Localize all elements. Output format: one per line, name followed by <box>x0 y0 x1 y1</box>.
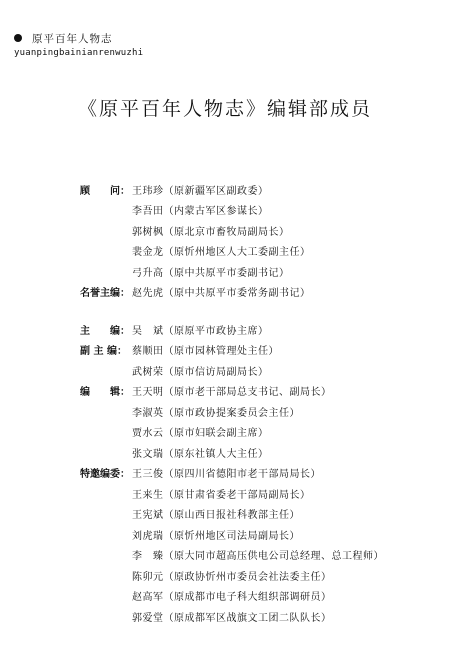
roster-row <box>80 565 384 586</box>
roster-row <box>80 282 384 303</box>
roster-row <box>80 545 384 566</box>
member-name: 王玮珍 <box>132 185 164 197</box>
roster-group <box>80 179 384 302</box>
member-position: （原市老干部局总支书记、副局长） <box>163 387 332 399</box>
member-position: （原市园林管理处主任） <box>163 346 279 358</box>
member-position: （原市妇联会副主席） <box>163 428 269 440</box>
member-name: 贾水云 <box>132 428 164 440</box>
header-title-row <box>14 30 143 46</box>
member-position: （原新疆军区副政委） <box>163 185 269 197</box>
roster-row <box>80 504 384 525</box>
roster-row <box>80 200 384 221</box>
bullet-icon <box>14 34 22 42</box>
member-position: （原中共原平市委常务副书记） <box>163 288 311 300</box>
member-name: 王来生 <box>132 489 164 501</box>
member-position: （原原平市政协主席） <box>163 325 269 337</box>
member-name: 王三俊 <box>132 469 164 481</box>
roster-row <box>80 442 384 463</box>
roster-row <box>80 241 384 262</box>
member-position: （原四川省德阳市老干部局局长） <box>163 469 321 481</box>
roster-row <box>80 381 384 402</box>
member-position: （原东社镇人大主任） <box>163 448 269 460</box>
header-subtitle: yuanpingbainianrenwuzhi <box>14 48 144 58</box>
role-label: 特邀编委： <box>80 469 130 481</box>
member-position: （原政协忻州市委员会社法委主任） <box>163 571 332 583</box>
member-position: （原成都军区战旗文工团二队队长） <box>163 612 332 624</box>
member-name: 弓升高 <box>132 267 164 279</box>
member-name: 武树荣 <box>132 366 164 378</box>
member-name: 刘虎瑞 <box>132 530 164 542</box>
roster-row <box>80 220 384 241</box>
roster-row <box>80 340 384 361</box>
running-header <box>14 30 143 58</box>
member-name: 王宪斌 <box>132 510 164 522</box>
member-position: （原甘肃省委老干部局副局长） <box>163 489 311 501</box>
roster-row <box>80 606 384 627</box>
roster-group <box>80 319 384 627</box>
member-position: （原市信访局副局长） <box>163 366 269 378</box>
roster-row <box>80 319 384 340</box>
member-name: 郭爱堂 <box>132 612 164 624</box>
member-name: 李吾田 <box>132 206 164 218</box>
member-name: 陈卯元 <box>132 571 164 583</box>
role-label: 副 主 编： <box>80 346 127 358</box>
member-name: 张文瑞 <box>132 448 164 460</box>
member-name: 赵高军 <box>132 592 164 604</box>
member-position: （原忻州地区人大工委副主任） <box>163 247 311 259</box>
roster-row <box>80 422 384 443</box>
member-position: （原忻州地区司法局副局长） <box>163 530 300 542</box>
page-title: 《原平百年人物志》编辑部成员 <box>77 98 372 120</box>
member-position: （原市政协提案委员会主任） <box>163 407 300 419</box>
roster-row <box>80 179 384 200</box>
role-label: 顾 问： <box>80 185 130 197</box>
member-name: 赵先虎 <box>132 288 164 300</box>
member-name: 蔡顺田 <box>132 346 164 358</box>
staff-roster <box>80 179 384 627</box>
member-position: （内蒙古军区参谋长） <box>163 206 269 218</box>
member-name: 吴 斌 <box>132 325 164 337</box>
member-name: 郭树枫 <box>132 226 164 238</box>
roster-row <box>80 401 384 422</box>
member-name: 李淑英 <box>132 407 164 419</box>
roster-row <box>80 586 384 607</box>
roster-row <box>80 483 384 504</box>
role-label: 名誉主编： <box>80 288 130 300</box>
member-position: （原成都市电子科大组织部调研员） <box>163 592 332 604</box>
roster-row <box>80 360 384 381</box>
role-label: 编 辑： <box>80 387 130 399</box>
member-name: 王天明 <box>132 387 164 399</box>
roster-row <box>80 261 384 282</box>
member-position: （原大同市超高压供电公司总经理、总工程师） <box>163 551 384 563</box>
role-label: 主 编： <box>80 325 130 337</box>
member-name: 李 臻 <box>132 551 164 563</box>
member-position: （原北京市畜牧局副局长） <box>163 226 290 238</box>
member-name: 裴金龙 <box>132 247 164 259</box>
roster-row <box>80 463 384 484</box>
roster-row <box>80 524 384 545</box>
header-title: 原平百年人物志 <box>32 32 113 45</box>
member-position: （原山西日报社科教部主任） <box>163 510 300 522</box>
member-position: （原中共原平市委副书记） <box>163 267 290 279</box>
